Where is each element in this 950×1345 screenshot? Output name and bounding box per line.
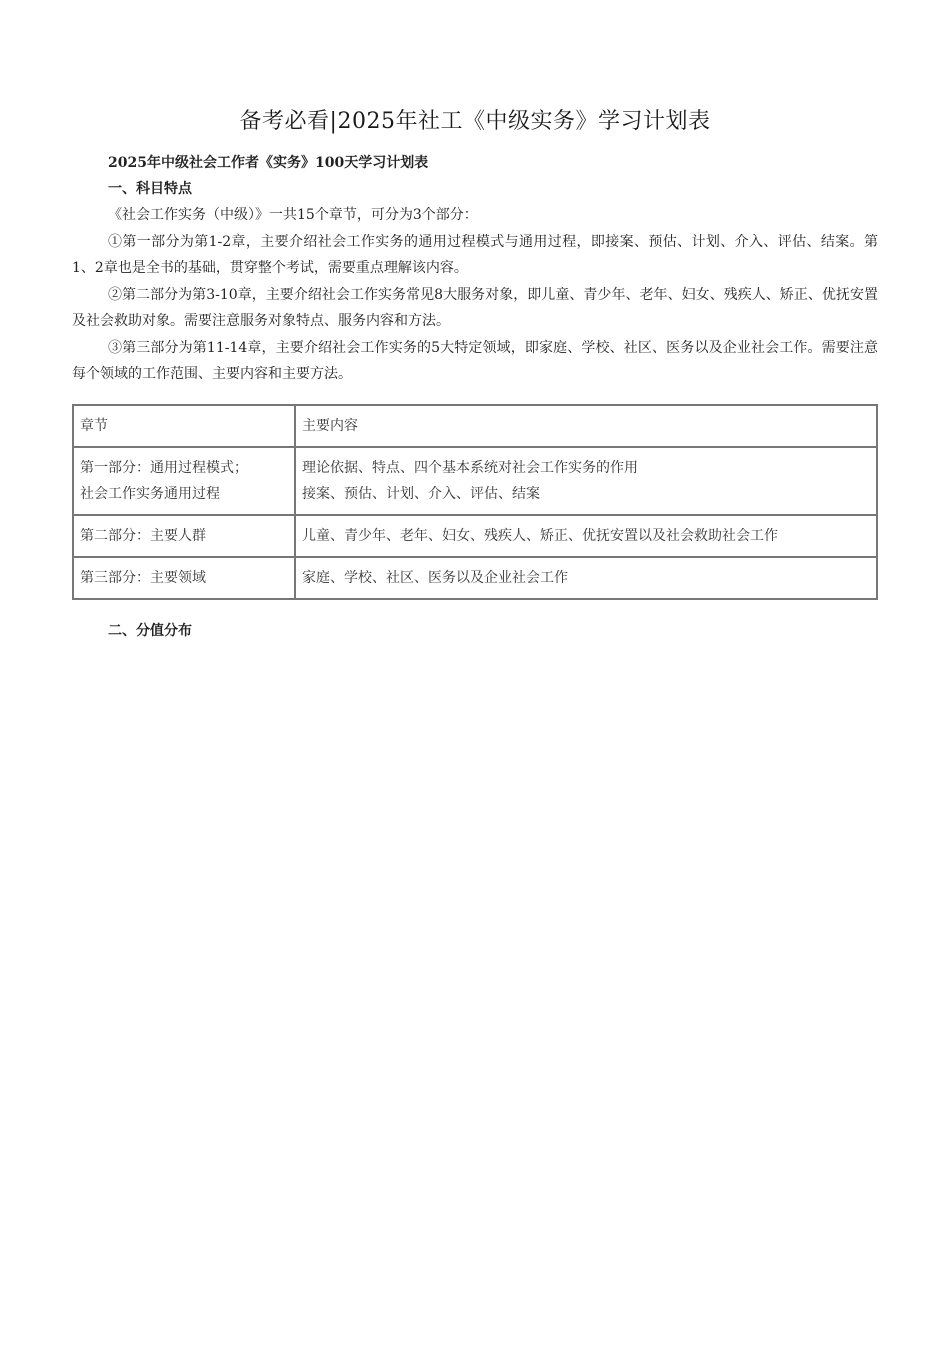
table-row [73, 557, 877, 599]
table-cell-content: 儿童、青少年、老年、妇女、残疾人、矫正、优抚安置以及社会救助社会工作 [295, 515, 877, 557]
table-cell-content: 家庭、学校、社区、医务以及企业社会工作 [295, 557, 877, 599]
section-heading-scores: 二、分值分布 [108, 622, 192, 639]
table-cell-chapter [73, 447, 295, 515]
table-row [73, 447, 877, 515]
table-cell-chapter: 第三部分：主要领域 [73, 557, 295, 599]
part-one-paragraph: ①第一部分为第1-2章，主要介绍社会工作实务的通用过程模式与通用过程，即接案、预估、计划、介入、评估、结案。第1、2章也是全书的基础，贯穿整个考试，需要重点理解该内容。 [72, 233, 878, 276]
table-cell-chapter: 第二部分：主要人群 [73, 515, 295, 557]
table-header-cell: 章节 [73, 405, 295, 447]
table-cell-content [295, 447, 877, 515]
table-header-row [73, 405, 877, 447]
document-subtitle: 2025年中级社会工作者《实务》100天学习计划表 [108, 155, 429, 171]
part-three-paragraph: ③第三部分为第11-14章，主要介绍社会工作实务的5大特定领域，即家庭、学校、社区、医务以及企业社会工作。需要注意每个领域的工作范围、主要内容和主要方法。 [72, 339, 878, 382]
cell-line: 理论依据、特点、四个基本系统对社会工作实务的作用 [302, 459, 638, 476]
cell-line: 第一部分：通用过程模式； [80, 459, 248, 476]
part-two-paragraph: ②第二部分为第3-10章，主要介绍社会工作实务常见8大服务对象，即儿童、青少年、老年、妇女、残疾人、矫正、优抚安置及社会救助对象。需要注意服务对象特点、服务内容和方法。 [72, 286, 878, 329]
page-title: 备考必看|2025年社工《中级实务》学习计划表 [239, 109, 711, 134]
chapter-table [72, 404, 878, 600]
section-heading-features: 一、科目特点 [108, 181, 192, 197]
table-row [73, 515, 877, 557]
intro-paragraph: 《社会工作实务（中级）》一共15个章节，可分为3个部分： [108, 207, 478, 223]
table-header-cell: 主要内容 [295, 405, 877, 447]
cell-line: 接案、预估、计划、介入、评估、结案 [302, 485, 540, 502]
document-body [72, 150, 878, 644]
cell-line: 社会工作实务通用过程 [80, 485, 220, 502]
